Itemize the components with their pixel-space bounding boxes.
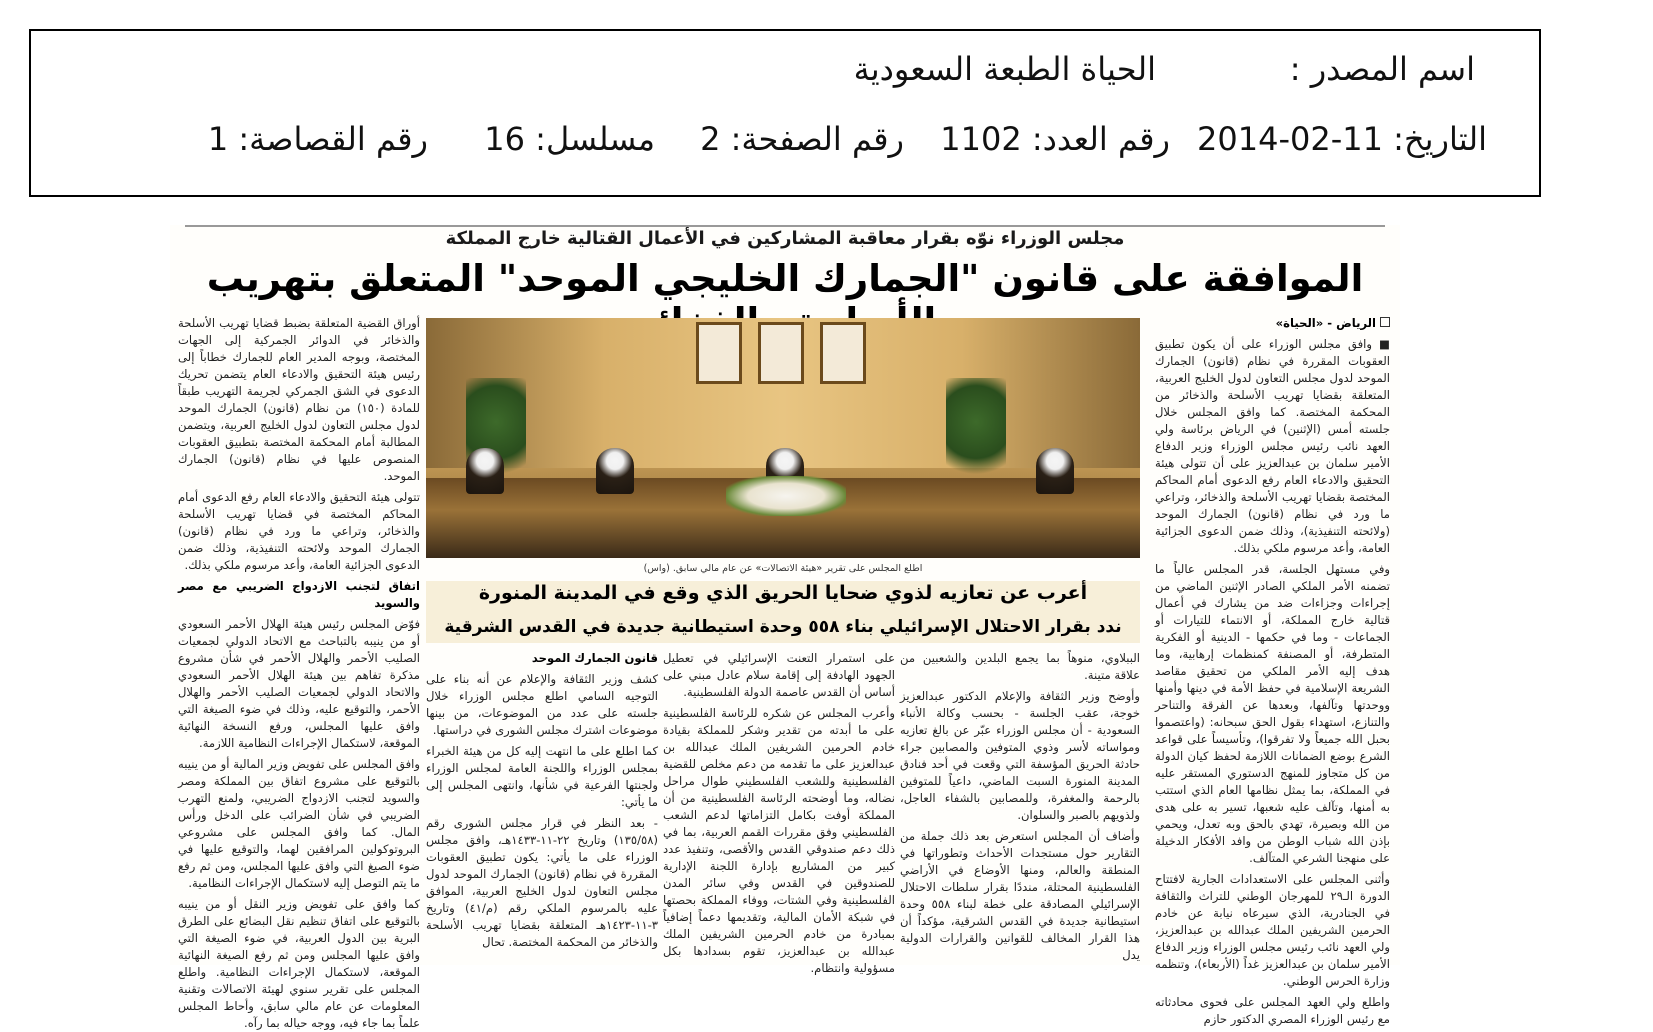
col4-subheading: قانون الجمارك الموحد (531, 651, 658, 665)
page-field: رقم الصفحة: 2 (700, 120, 904, 158)
col5-paragraph-3: فوّض المجلس رئيس هيئة الهلال الأحمر السعودي أو من ينيبه بالتباحث مع الاتحاد الدولي لجمعيات الصليب الأحمر والهلال الأحمر في شأن مشروع مذكرة تفاهم بين هيئة الهلال الأحمر السعودي والاتحاد الدولي لجمعيات الصليب الأحمر والهلال الأحمر، والتوقيع عليه، وذلك في ضوء الصيغة التي وافق عليها المجلس، ورفع النسخة النهائية الموقعة، لاستكمال الإجراءات النظامية اللازمة. (178, 617, 420, 750)
col5-paragraph-1: أوراق القضية المتعلقة بضبط قضايا تهريب الأسلحة والذخائر في الدوائر الجمركية إلى الجهات المختصة، وبوجه المدير العام للجمارك خطاباً إلى رئيس هيئة التحقيق والادعاء العام يتضمن تحريك الدعوى في الشق الجمركي لجريمة التهريب طبقاً للمادة (١٥٠) من نظام (قانون) الجمارك الموحد لدول مجلس التعاون لدول الخليج العربية، ويتضمن المطالبة أمام المحكمة المختصة بتطبيق العقوبات المنصوص عليها في نظام (قانون) الجمارك الموحد. (178, 316, 420, 483)
serial-field: مسلسل: 16 (484, 120, 655, 158)
photo-caption: اطلع المجلس على تقرير «هيئة الاتصالات» عن عام مالي سابق. (واس) (643, 563, 923, 574)
col4-paragraph-1: كشف وزير الثقافة والإعلام عن أنه بناء على التوجيه السامي اطلع مجلس الوزراء خلال جلسته على عدد من الموضوعات، من بينها موضوعات اشترك مجلس الشورى في دراستها. (426, 672, 658, 737)
col1-paragraph-3: وأثنى المجلس على الاستعدادات الجارية لافتتاح الدورة الـ٢٩ للمهرجان الوطني للتراث والثقافة في الجنادرية، الذي سيرعاه نيابة عن خادم الحرمين الشريفين الملك عبدالله بن عبدالعزيز، ولي العهد نائب رئيس مجلس الوزراء وزير الدفاع الأمير سلمان بن عبدالعزيز غداً (الأربعاء)، وتنظمه وزارة الحرس الوطني. (1155, 872, 1390, 988)
column-1 (1155, 315, 1390, 1026)
col3-paragraph-1: على استمرار التعنت الإسرائيلي في تعطيل الجهود الهادفة إلى إقامة سلام عادل مبني على أساس أن القدس عاصمة الدولة الفلسطينية. (663, 651, 895, 699)
column-2 (900, 650, 1140, 965)
source-label: اسم المصدر : (1289, 50, 1475, 88)
clip-field: رقم القصاصة: 1 (207, 120, 428, 158)
col3-paragraph-2: وأعرب المجلس عن شكره للرئاسة الفلسطينية على ما أبدته من تقدير وشكر للمملكة بقيادة خادم الحرمين الشريفين الملك عبدالله بن عبدالعزيز على ما تقدمه من دعم مخلص للقضية الفلسطينية وللشعب الفلسطيني طوال مراحل نضاله، وما أوضحته الرئاسة الفلسطينية من أن المملكة أوفت بكامل التزاماتها لدعم الشعب الفلسطيني وفق مقررات القمم العربية، بما في ذلك دعم صندوقي القدس والأقصى، وتنفيذ عدد كبير من المشاريع بإدارة اللجنة الإدارية للصندوقين في القدس وفي سائر المدن الفلسطينية وفي الشتات، ووفاء المملكة بحصتها في شبكة الأمان المالية، وتقديمها دعماً إضافياً بمبادرة من خادم الحرمين الشريفين الملك عبدالله بن عبدالعزيز، تقوم بسدادها بكل مسؤولية وانتظام. (663, 706, 895, 975)
portrait-2 (758, 322, 804, 384)
col2-paragraph-1: الببلاوي، منوهاً بما يجمع البلدين والشعبين من علاقة متينة. (900, 651, 1140, 682)
person-4 (1036, 448, 1074, 494)
flower-arrangement (726, 476, 846, 516)
article-kicker: مجلس الوزراء نوّه بقرار معاقبة المشاركين في الأعمال القتالية خارج المملكة (445, 228, 1125, 249)
person-1 (466, 448, 504, 494)
col5-paragraph-2: تتولى هيئة التحقيق والادعاء العام رفع الدعوى أمام المحاكم المختصة في قضايا تهريب الأسلحة والذخائر، وتراعي ما ورد في نظام (قانون) الجمارك الموحد ولائحته التنفيذية، وذلك ضمن الدعوى الجزائية العامة، وأعد مرسوم ملكي بذلك. (178, 490, 420, 572)
col4-paragraph-2: كما اطلع على ما انتهت إليه كل من هيئة الخبراء بمجلس الوزراء واللجنة العامة لمجلس الوزراء ولجنتها الفرعية في شأنها، وانتهى المجلس إلى ما يأتي: (426, 744, 658, 809)
subhead-1: أعرب عن تعازيه لذوي ضحايا الحريق الذي وقع في المدينة المنورة (478, 582, 1088, 604)
person-2 (596, 448, 634, 494)
col1-paragraph-1: ■ وافق مجلس الوزراء على أن يكون تطبيق العقوبات المقررة في نظام (قانون) الجمارك الموحد لدول مجلس التعاون لدول الخليج العربية، المتعلقة بقضايا تهريب الأسلحة والذخائر من المحكمة المختصة. كما وافق المجلس خلال جلسته أمس (الإثنين) في الرياض برئاسة ولي العهد نائب رئيس مجلس الوزراء وزير الدفاع الأمير سلمان بن عبدالعزيز على أن تتولى هيئة التحقيق والادعاء العام رفع الدعوى أمام المحاكم المختصة بقضايا تهريب الأسلحة والذخائر، وتراعي ما ورد في نظام (قانون) الجمارك الموحد (ولائحته التنفيذية)، وذلك ضمن الدعوى الجزائية العامة، وأعد مرسوم ملكي بذلك. (1155, 337, 1390, 555)
col1-paragraph-4: واطلع ولي العهد المجلس على فحوى محادثاته مع رئيس الوزراء المصري الدكتور حازم (1155, 995, 1390, 1026)
col5-paragraph-5: كما وافق على تفويض وزير النقل أو من ينيبه بالتوقيع على اتفاق تنظيم نقل البضائع على الطرق البرية بين الدول العربية، في ضوء الصيغة التي وافق عليها المجلس ومن ثم رفع الصيغة النهائية الموقعة، لاستكمال الإجراءات النظامية. واطلع المجلس على تقرير سنوي لهيئة الاتصالات وتقنية المعلومات عن عام مالي سابق، وأحاط المجلس علماً بما جاء فيه، ووجه حياله بما رآه. (178, 897, 420, 1030)
column-5 (178, 315, 420, 1030)
newspaper-clipping (170, 225, 1400, 1030)
dateline-square-icon (1380, 317, 1390, 327)
plant-right (946, 378, 1006, 488)
issue-field: رقم العدد: 1102 (940, 120, 1170, 158)
portrait-1 (696, 322, 742, 384)
column-3 (663, 650, 895, 975)
col5-paragraph-4: وافق المجلس على تفويض وزير المالية أو من ينيبه بالتوقيع على مشروع اتفاق بين المملكة ومصر والسويد لتجنب الازدواج الضريبي، ولمنع التهرب الضريبي في شأن الضرائب على الدخل ورأس المال. كما وافق المجلس على مشروعي البروتوكولين المرافقين لهما، والتوقيع عليها في ضوء الصيغ التي وافق عليها المجلس، ومن ثم رفع ما يتم التوصل إليه لاستكمال الإجراءات النظامية. (178, 757, 420, 890)
dateline: الرياض - «الحياة» (1275, 316, 1376, 330)
column-4 (426, 650, 658, 965)
col5-subheading: اتفاق لتجنب الازدواج الضريبي مع مصر والسويد (178, 579, 420, 610)
subhead-2: ندد بقرار الاحتلال الإسرائيلي بناء ٥٥٨ وحدة استيطانية جديدة في القدس الشرقية (444, 617, 1122, 637)
date-field: التاريخ: 11-02-2014 (1197, 120, 1487, 158)
top-rule (185, 225, 1385, 227)
col1-paragraph-2: وفي مستهل الجلسة، قدر المجلس عالياً ما تضمنه الأمر الملكي الصادر الإثنين الماضي من إجراءات وجزاءات ضد من يشارك في أعمال قتالية خارج المملكة، أو الانتماء للتيارات أو الجماعات - وما في حكمها - الدينية أو الفكرية المتطرفة، أو المصنفة كمنظمات إرهابية، وما هدف إليه الأمر الملكي من تحقيق مقاصد الشريعة الإسلامية في حفظ الأمة في دينها وأمنها ووحدتها وتآلفها، وبعدها عن الفرقة والتناحر والتنازع، استهداء بقول الحق سبحانه: (واعتصموا بحبل الله جميعاً ولا تفرقوا)، وتأسيساً على قواعد الشرع بوضع الضمانات اللازمة لحفظ كيان الدولة من كل متجاوز للمنهج الدستوري المستقر عليه في المملكة، بما يمثل نظامها العام الذي استتب به أمنها، وتآلف عليه شعبها، تسير به على هدى من الله وبصيرة، تهدي بالحق وبه تعدل، ويحمي بإذن الله شباب الوطن من وافد الأفكار الدخيلة على منهجنا الشرعي المتآلف. (1155, 562, 1390, 865)
cabinet-meeting-photo (426, 318, 1140, 558)
article-headline: الموافقة على قانون "الجمارك الخليجي الموحد" المتعلق بتهريب (206, 257, 1364, 300)
col4-paragraph-3: - بعد النظر في قرار مجلس الشورى رقم (١٣٥/٥٨) وتاريخ ٢٢-١١-١٤٣٣هـ، وافق مجلس الوزراء على ما يأتي: يكون تطبيق العقوبات المقررة في نظام (قانون) الجمارك الموحد لدول مجلس التعاون لدول الخليج العربية، الموافق عليه بالمرسوم الملكي رقم (م/٤١) وتاريخ ٣-١١-١٤٢٣هـ المتعلقة بقضايا تهريب الأسلحة والذخائر من المحكمة المختصة. تحال (426, 816, 658, 949)
col2-paragraph-3: وأضاف أن المجلس استعرض بعد ذلك جملة من التقارير حول مستجدات الأحداث وتطوراتها في المنطقة والعالم، ومنها الأوضاع في الأراضي الفلسطينية المحتلة، منددًا بقرار سلطات الاحتلال الإسرائيلي المصادقة على خطة لبناء ٥٥٨ وحدة استيطانية جديدة في القدس الشرقية، مؤكداً أن هذا القرار المخالف للقوانين والقرارات الدولية يدل (900, 829, 1140, 962)
col2-paragraph-2: وأوضح وزير الثقافة والإعلام الدكتور عبدالعزيز خوجة، عقب الجلسة - بحسب وكالة الأنباء السعودية - أن مجلس الوزراء عبّر عن بالغ تعازيه ومواساته لأسر وذوي المتوفين والمصابين جراء حادثة الحريق المؤسفة التي وقعت في أحد فنادق المدينة المنورة السبت الماضي، داعياً للمتوفين بالرحمة والمغفرة، وللمصابين بالشفاء العاجل، ولذويهم بالصبر والسلوان. (900, 689, 1140, 822)
portrait-3 (820, 322, 866, 384)
source-name: الحياة الطبعة السعودية (853, 50, 1156, 88)
